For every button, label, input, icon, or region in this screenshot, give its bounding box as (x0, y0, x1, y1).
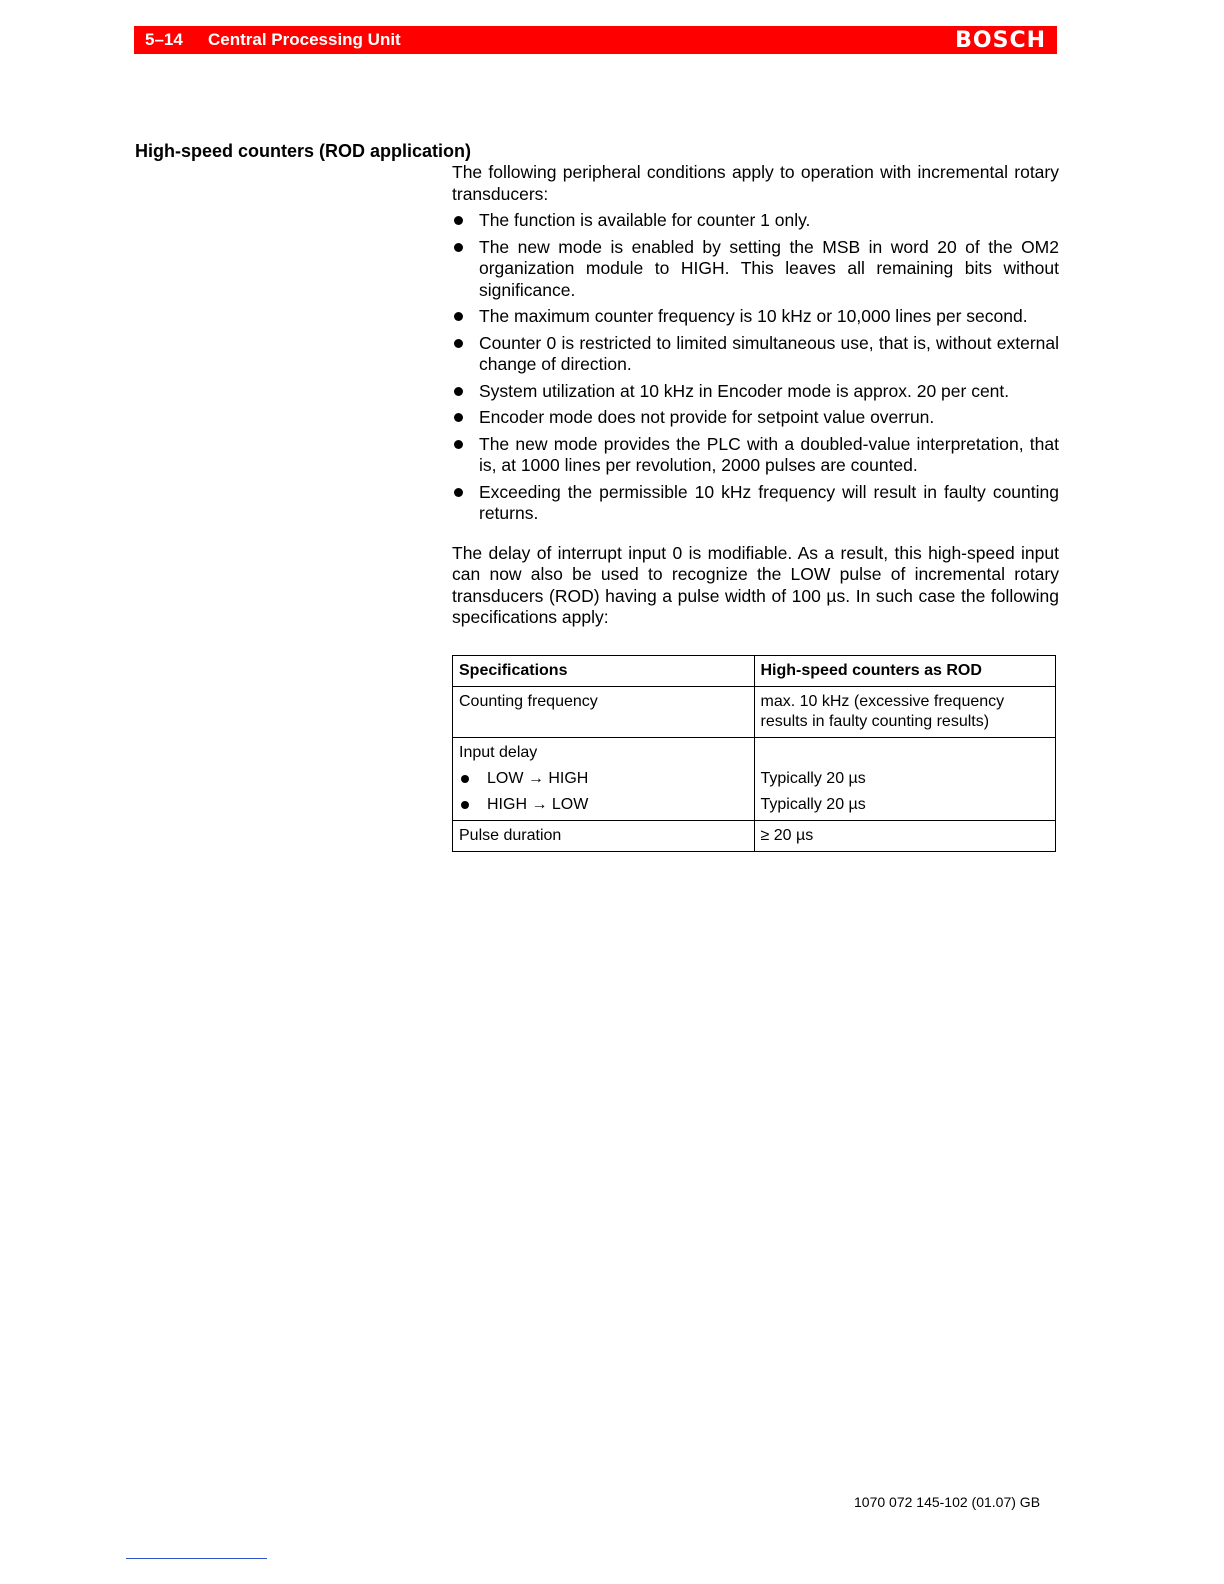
table-cell: Counting frequency (453, 687, 755, 738)
spec-table (452, 655, 1056, 852)
bosch-logo: BOSCH (955, 28, 1046, 53)
document-number: 1070 072 145-102 (01.07) GB (854, 1494, 1041, 1510)
bullet-icon (454, 243, 463, 252)
low-high-value: Typically 20 µs (760, 770, 866, 787)
section-body (452, 162, 1059, 629)
high-low-label: HIGH → LOW (487, 796, 589, 813)
table-cell: Pulse duration (453, 821, 755, 852)
list-item: The new mode provides the PLC with a doubled-value interpretation, that is, at 1000 lines per revolution, 2000 pulses are counted. (452, 434, 1059, 477)
bullet-icon (454, 413, 463, 422)
list-item: Counter 0 is restricted to limited simultaneous use, that is, without external change of direction. (452, 333, 1059, 376)
high-low-value: Typically 20 µs (760, 796, 866, 813)
low-high-label: LOW → HIGH (487, 770, 589, 787)
intro-paragraph: The following peripheral conditions apply to operation with incremental rotary transducers: (452, 162, 1059, 204)
list-item: System utilization at 10 kHz in Encoder mode is approx. 20 per cent. (452, 381, 1059, 403)
table-cell (754, 738, 1056, 821)
table-row (453, 821, 1056, 852)
bullet-icon (454, 216, 463, 225)
page-header (134, 26, 1057, 54)
chapter-title: Central Processing Unit (208, 30, 401, 49)
list-item: The new mode is enabled by setting the MSB in word 20 of the OM2 organization module to HIGH. This leaves all remaining bits without significance. (452, 237, 1059, 302)
condition-list (452, 210, 1059, 525)
table-cell: ≥ 20 µs (754, 821, 1056, 852)
bullet-icon (461, 801, 469, 809)
list-item: The maximum counter frequency is 10 kHz or 10,000 lines per second. (452, 306, 1059, 328)
page-number: 5–14 (145, 30, 183, 49)
bullet-icon (454, 339, 463, 348)
bullet-icon (454, 440, 463, 449)
bullet-icon (461, 775, 469, 783)
table-row (453, 738, 1056, 821)
list-item: The function is available for counter 1 only. (452, 210, 1059, 232)
section-title: High-speed counters (ROD application) (135, 141, 472, 161)
list-item: Exceeding the permissible 10 kHz frequency will result in faulty counting returns. (452, 482, 1059, 525)
delay-paragraph: The delay of interrupt input 0 is modifiable. As a result, this high-speed input can now also be used to recognize the LOW pulse of incremental rotary transducers (ROD) having a pulse width of 100 µs. In such case the following specifications apply: (452, 542, 1059, 627)
table-header-row (453, 656, 1056, 687)
table-header: High-speed counters as ROD (754, 656, 1056, 687)
bullet-icon (454, 312, 463, 321)
bullet-icon (454, 488, 463, 497)
table-cell: max. 10 kHz (excessive frequency results in faulty counting results) (754, 687, 1056, 738)
divider (126, 1558, 267, 1559)
bullet-icon (454, 387, 463, 396)
table-header: Specifications (453, 656, 755, 687)
table-cell (453, 738, 755, 821)
input-delay-label: Input delay (459, 744, 538, 761)
table-row (453, 687, 1056, 738)
list-item: Encoder mode does not provide for setpoint value overrun. (452, 407, 1059, 429)
